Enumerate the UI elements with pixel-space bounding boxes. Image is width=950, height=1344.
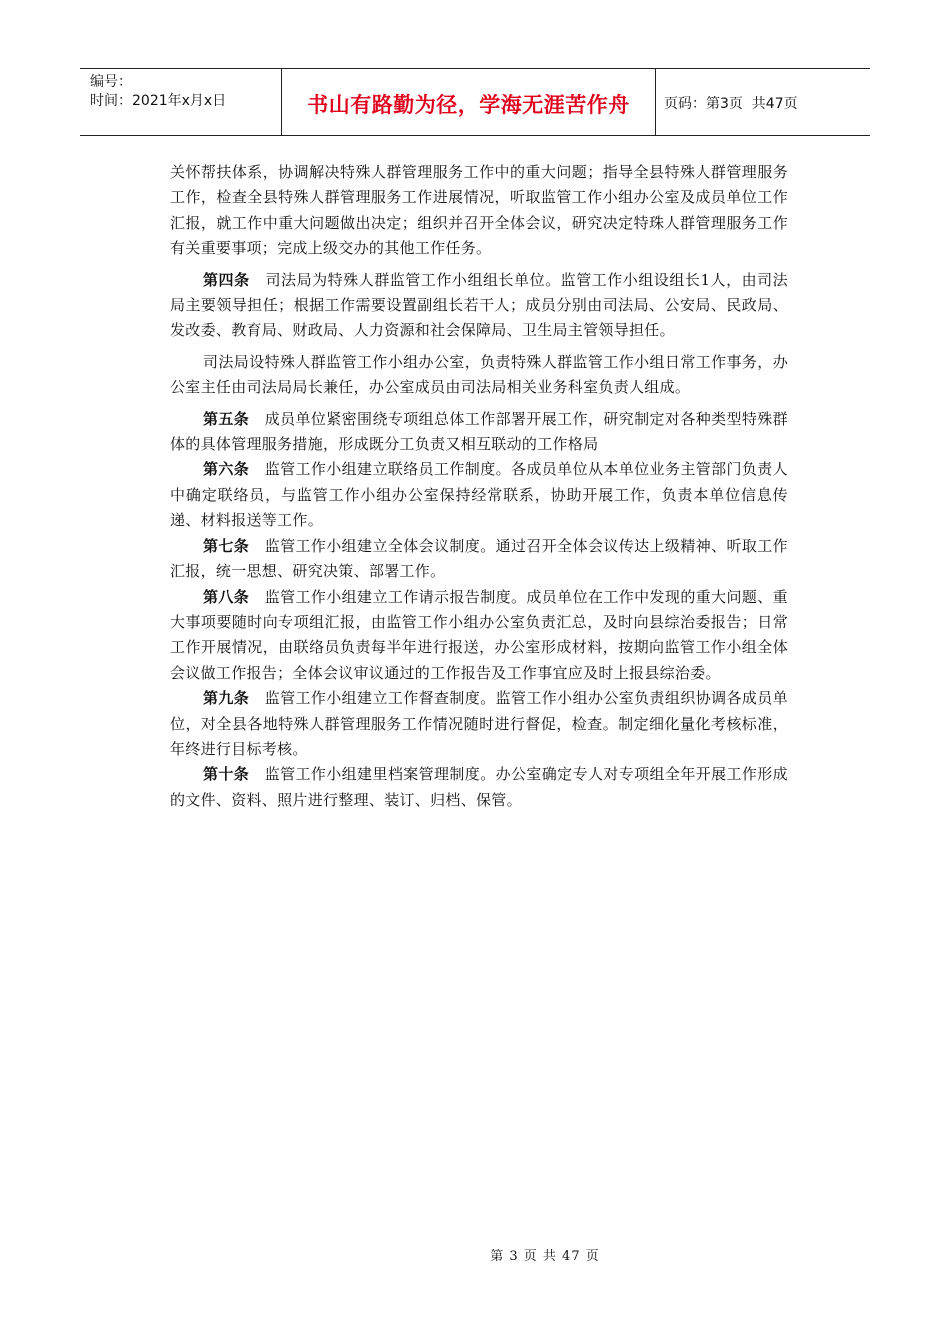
article-7 [170,534,788,585]
article-8 [170,585,788,687]
article-text: 监管工作小组建立全体会议制度。通过召开全体会议传达上级精神、听取工作汇报，统一思想、研究决策、部署工作。 [170,536,788,581]
article-text: 监管工作小组建立联络员工作制度。各成员单位从本单位业务主管部门负责人中确定联络员，与监管工作小组办公室保持经常联系，协助开展工作，负责本单位信息传递、材料报送等工作。 [170,460,788,530]
article-5 [170,407,788,458]
article-number: 第八条 [203,587,250,606]
header-page-info: 页码：第3页 共47页 [664,96,798,112]
document-number-label: 编号： [90,74,132,90]
article-text: 监管工作小组建立工作督查制度。监管工作小组办公室负责组织协调各成员单位，对全县各地特殊人群管理服务工作情况随时进行督促，检查。制定细化量化考核标准，年终进行目标考核。 [170,689,788,758]
article-number: 第六条 [203,460,250,479]
header-page-cell [656,69,870,135]
article-number: 第九条 [203,689,250,708]
article-10 [170,762,788,813]
paragraph-continuation [170,160,788,262]
document-time-label: 时间：2021年x月x日 [90,93,227,109]
document-body [170,160,788,813]
document-header [80,68,870,136]
article-4 [170,268,788,344]
article-number: 第十条 [203,765,250,784]
header-meta [80,69,282,135]
paragraph-text: 关怀帮扶体系，协调解决特殊人群管理服务工作中的重大问题；指导全县特殊人群管理服务工作，检查全县特殊人群管理服务工作进展情况，听取监管工作小组办公室及成员单位工作汇报，就工作中重大问题做出决定；组织并召开全体会议，研究决定特珠人群管理服务工作有关重要事项；完成上级交办的其他工作任务。 [170,163,788,258]
article-number: 第七条 [203,536,250,555]
article-9 [170,686,788,762]
article-number: 第五条 [203,409,250,428]
header-motto-cell [282,69,656,135]
article-text: 司法局为特殊人群监管工作小组组长单位。监管工作小组设组长1人，由司法局主要领导担任；根据工作需要设置副组长若干人；成员分别由司法局、公安局、民政局、发改委、教育局、财政局、人力资源和社会保障局、卫生局主管领导担任。 [170,270,788,340]
page-footer: 第 3 页 共 47 页 [490,1249,600,1264]
article-6 [170,457,788,533]
article-4-sub-paragraph [170,350,788,401]
header-motto: 书山有路勤为径，学海无涯苦作舟 [307,93,630,117]
article-text: 监管工作小组建立工作请示报告制度。成员单位在工作中发现的重大问题、重大事项要随时向专项组汇报，由监管工作小组办公室负责汇总，及时向县综治委报告；日常工作开展情况，由联络员负责每半年进行报送，办公室形成材料，按期向监管工作小组全体会议做工作报告；全体会议审议通过的工作报告及工作事宜应及时上报县综治委。 [170,587,788,682]
article-number: 第四条 [203,270,250,289]
article-text: 监管工作小组建里档案管理制度。办公室确定专人对专项组全年开展工作形成的文件、资料、照片进行整理、装订、归档、保管。 [170,765,788,809]
paragraph-text: 司法局设特殊人群监管工作小组办公室，负责特殊人群监管工作小组日常工作事务，办公室主任由司法局局长兼任，办公室成员由司法局相关业务科室负责人组成。 [170,352,788,397]
article-text: 成员单位紧密围绕专项组总体工作部署开展工作，研究制定对各种类型特殊群体的具体管理服务措施，形成既分工负责又相互联动的工作格局 [170,409,788,454]
